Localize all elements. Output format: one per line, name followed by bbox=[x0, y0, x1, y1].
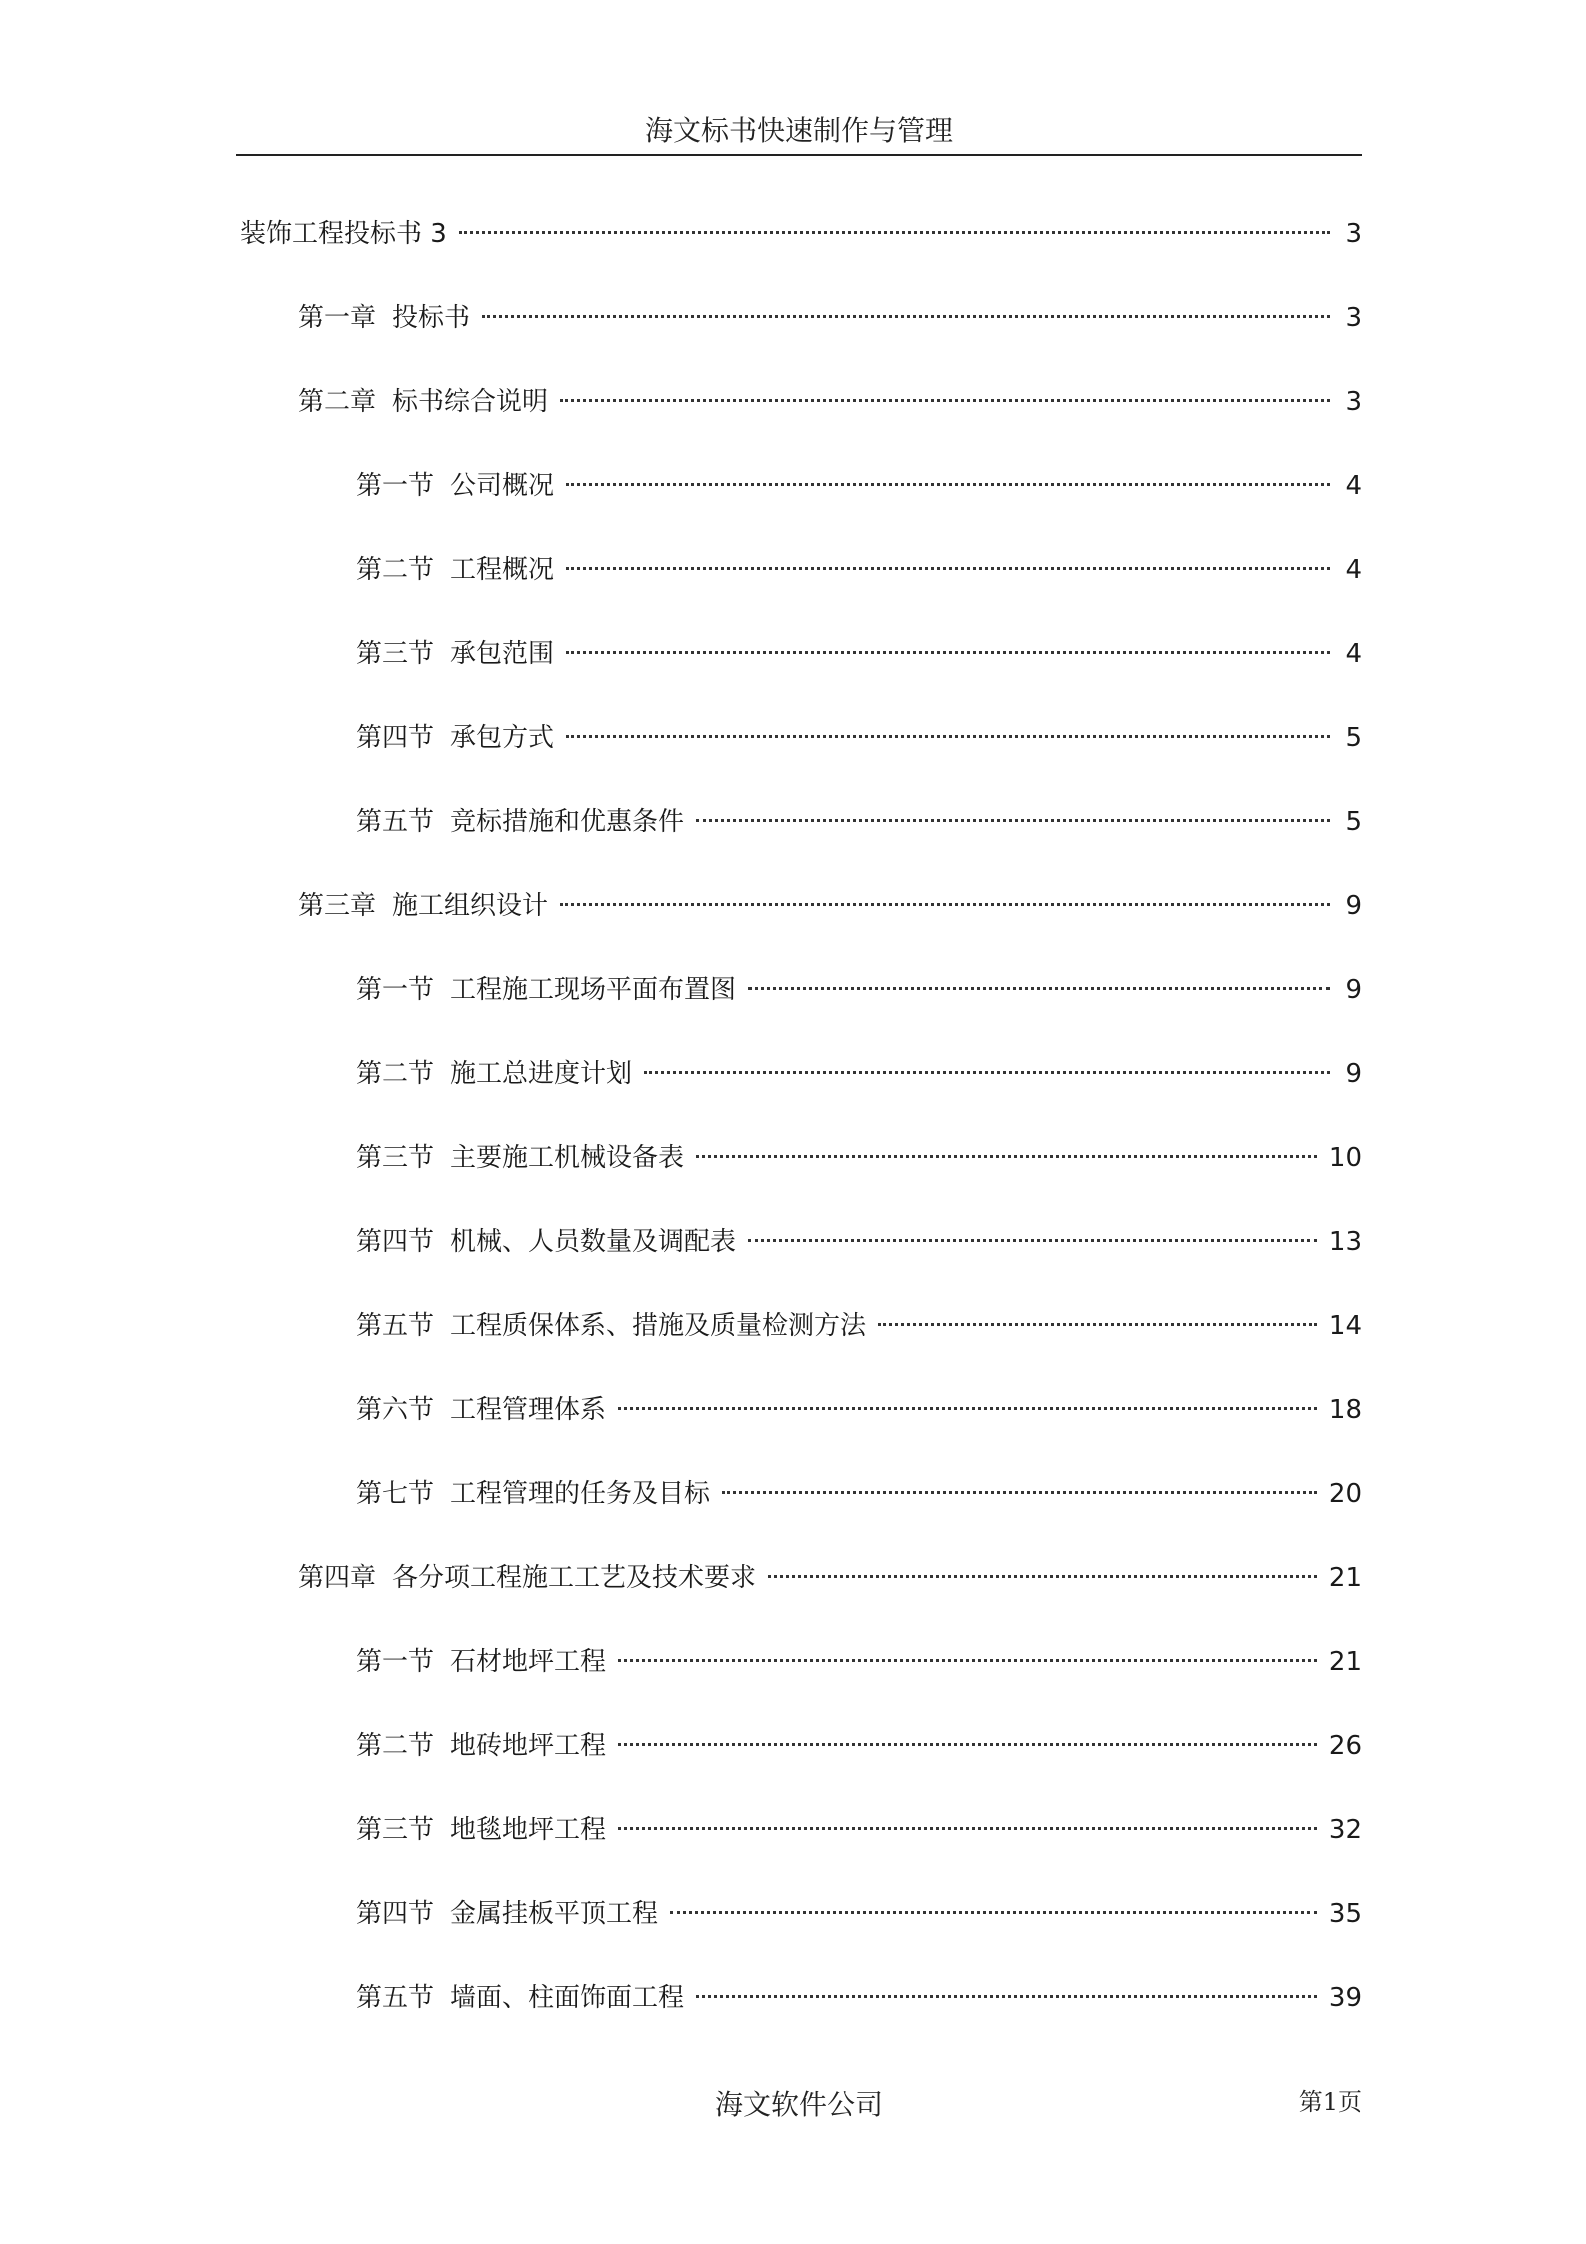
toc-dot-leader bbox=[560, 903, 1330, 906]
header-divider bbox=[236, 154, 1362, 156]
toc-dot-leader bbox=[644, 1071, 1330, 1074]
toc-entry-number: 第三节 bbox=[356, 639, 435, 669]
toc-dot-leader bbox=[748, 1239, 1317, 1242]
page-footer bbox=[236, 2082, 1362, 2128]
toc-entry[interactable] bbox=[240, 1044, 1362, 1128]
toc-entry-label bbox=[298, 876, 548, 936]
toc-entry-page: 20 bbox=[1328, 1479, 1362, 1509]
toc-entry[interactable] bbox=[240, 624, 1362, 708]
toc-entry-title: 主要施工机械设备表 bbox=[450, 1143, 685, 1173]
toc-entry-number: 第二章 bbox=[298, 387, 377, 417]
toc-entry[interactable] bbox=[240, 1128, 1362, 1212]
toc-entry-title: 工程质保体系、措施及质量检测方法 bbox=[450, 1311, 867, 1341]
toc-dot-leader bbox=[618, 1659, 1317, 1662]
toc-entry-page: 9 bbox=[1345, 1059, 1362, 1089]
toc-entry-number: 第一章 bbox=[298, 303, 377, 333]
toc-entry-label bbox=[356, 1380, 606, 1440]
toc-entry-title: 工程施工现场平面布置图 bbox=[450, 975, 737, 1005]
toc-entry[interactable] bbox=[240, 456, 1362, 540]
toc-entry-number: 第四节 bbox=[356, 1227, 435, 1257]
toc-entry-number: 第一节 bbox=[356, 471, 435, 501]
toc-entry[interactable] bbox=[240, 1548, 1362, 1632]
toc-entry-number: 第一节 bbox=[356, 975, 435, 1005]
toc-entry-label bbox=[356, 1044, 632, 1104]
toc-entry-label bbox=[356, 1968, 684, 2028]
toc-entry-title: 标书综合说明 bbox=[392, 387, 549, 417]
toc-entry[interactable] bbox=[240, 1968, 1362, 2052]
toc-entry[interactable] bbox=[240, 540, 1362, 624]
toc-entry[interactable] bbox=[240, 1884, 1362, 1968]
toc-entry[interactable] bbox=[240, 1716, 1362, 1800]
toc-entry-number: 第三节 bbox=[356, 1143, 435, 1173]
toc-dot-leader bbox=[748, 987, 1330, 990]
toc-entry-page: 39 bbox=[1328, 1983, 1362, 2013]
toc-entry-page: 21 bbox=[1328, 1647, 1362, 1677]
toc-entry-title: 工程管理体系 bbox=[450, 1395, 607, 1425]
toc-dot-leader bbox=[696, 819, 1330, 822]
toc-entry[interactable] bbox=[240, 1632, 1362, 1716]
toc-dot-leader bbox=[566, 567, 1330, 570]
toc-entry-title: 工程管理的任务及目标 bbox=[450, 1479, 711, 1509]
toc-entry-page: 32 bbox=[1328, 1815, 1362, 1845]
page-header: 海文标书快速制作与管理 bbox=[644, 114, 953, 147]
toc-entry-title: 机械、人员数量及调配表 bbox=[450, 1227, 737, 1257]
toc-entry-label bbox=[356, 1128, 684, 1188]
toc-dot-leader bbox=[482, 315, 1330, 318]
toc-entry-number: 第二节 bbox=[356, 1731, 435, 1761]
toc-entry-label bbox=[356, 540, 554, 600]
toc-entry-title: 施工总进度计划 bbox=[450, 1059, 633, 1089]
toc-entry-label bbox=[356, 1296, 866, 1356]
toc-dot-leader bbox=[618, 1743, 1317, 1746]
toc-entry-page: 3 bbox=[1345, 219, 1362, 249]
toc-entry-page: 18 bbox=[1328, 1395, 1362, 1425]
toc-dot-leader bbox=[696, 1155, 1317, 1158]
toc-entry-title: 公司概况 bbox=[450, 471, 555, 501]
toc-entry-label bbox=[356, 1800, 606, 1860]
toc-entry-label bbox=[356, 1464, 710, 1524]
toc-entry-label bbox=[298, 288, 470, 348]
toc-dot-leader bbox=[670, 1911, 1317, 1914]
toc-entry-title: 承包方式 bbox=[450, 723, 555, 753]
toc-entry[interactable] bbox=[240, 1296, 1362, 1380]
toc-entry-page: 9 bbox=[1345, 975, 1362, 1005]
toc-entry-label bbox=[240, 204, 447, 264]
toc-entry-page: 5 bbox=[1345, 723, 1362, 753]
toc-entry-label bbox=[356, 1716, 606, 1776]
toc-entry-label bbox=[298, 1548, 756, 1608]
toc-entry[interactable] bbox=[240, 204, 1362, 288]
toc-entry-title: 装饰工程投标书 3 bbox=[240, 219, 447, 249]
toc-entry-page: 5 bbox=[1345, 807, 1362, 837]
toc-entry-label bbox=[356, 1884, 658, 1944]
toc-entry-page: 4 bbox=[1345, 639, 1362, 669]
toc-entry-title: 石材地坪工程 bbox=[450, 1647, 607, 1677]
toc-entry-page: 21 bbox=[1328, 1563, 1362, 1593]
toc-entry-number: 第二节 bbox=[356, 1059, 435, 1089]
toc-dot-leader bbox=[566, 651, 1330, 654]
toc-entry[interactable] bbox=[240, 792, 1362, 876]
toc-entry-number: 第四章 bbox=[298, 1563, 377, 1593]
toc-entry-number: 第四节 bbox=[356, 723, 435, 753]
toc-dot-leader bbox=[768, 1575, 1317, 1578]
toc-entry-title: 工程概况 bbox=[450, 555, 555, 585]
toc-dot-leader bbox=[459, 231, 1330, 234]
table-of-contents bbox=[240, 204, 1362, 2052]
toc-entry-number: 第五节 bbox=[356, 1983, 435, 2013]
toc-entry-page: 9 bbox=[1345, 891, 1362, 921]
toc-entry-number: 第四节 bbox=[356, 1899, 435, 1929]
toc-entry-label bbox=[356, 960, 736, 1020]
toc-entry-title: 各分项工程施工工艺及技术要求 bbox=[392, 1563, 757, 1593]
toc-dot-leader bbox=[878, 1323, 1317, 1326]
toc-entry-label bbox=[298, 372, 548, 432]
toc-entry-number: 第二节 bbox=[356, 555, 435, 585]
toc-entry[interactable] bbox=[240, 288, 1362, 372]
toc-dot-leader bbox=[696, 1995, 1317, 1998]
toc-entry-page: 4 bbox=[1345, 555, 1362, 585]
toc-entry-title: 承包范围 bbox=[450, 639, 555, 669]
toc-entry-number: 第三章 bbox=[298, 891, 377, 921]
toc-entry-page: 13 bbox=[1328, 1227, 1362, 1257]
toc-dot-leader bbox=[560, 399, 1330, 402]
toc-entry-page: 4 bbox=[1345, 471, 1362, 501]
footer-company-name: 海文软件公司 bbox=[714, 2088, 883, 2121]
toc-entry-number: 第五节 bbox=[356, 1311, 435, 1341]
toc-entry-title: 施工组织设计 bbox=[392, 891, 549, 921]
toc-entry-title: 投标书 bbox=[392, 303, 471, 333]
toc-entry-label bbox=[356, 624, 554, 684]
toc-entry[interactable] bbox=[240, 708, 1362, 792]
toc-entry-number: 第一节 bbox=[356, 1647, 435, 1677]
toc-entry-label bbox=[356, 708, 554, 768]
toc-entry[interactable] bbox=[240, 1380, 1362, 1464]
toc-entry-number: 第三节 bbox=[356, 1815, 435, 1845]
toc-entry-number: 第六节 bbox=[356, 1395, 435, 1425]
toc-entry-page: 10 bbox=[1328, 1143, 1362, 1173]
toc-entry-label bbox=[356, 792, 684, 852]
toc-entry-title: 地毯地坪工程 bbox=[450, 1815, 607, 1845]
toc-entry-label bbox=[356, 1632, 606, 1692]
toc-entry-title: 地砖地坪工程 bbox=[450, 1731, 607, 1761]
footer-page-number: 第1页 bbox=[1298, 2088, 1362, 2116]
toc-entry[interactable] bbox=[240, 1464, 1362, 1548]
toc-entry[interactable] bbox=[240, 1800, 1362, 1884]
toc-entry-page: 3 bbox=[1345, 303, 1362, 333]
toc-entry-number: 第五节 bbox=[356, 807, 435, 837]
toc-entry[interactable] bbox=[240, 876, 1362, 960]
toc-entry-page: 26 bbox=[1328, 1731, 1362, 1761]
toc-entry-page: 3 bbox=[1345, 387, 1362, 417]
toc-entry-page: 35 bbox=[1328, 1899, 1362, 1929]
toc-entry[interactable] bbox=[240, 960, 1362, 1044]
toc-entry-label bbox=[356, 1212, 736, 1272]
toc-dot-leader bbox=[566, 735, 1330, 738]
toc-entry-page: 14 bbox=[1328, 1311, 1362, 1341]
toc-dot-leader bbox=[618, 1827, 1317, 1830]
toc-dot-leader bbox=[566, 483, 1330, 486]
toc-entry-label bbox=[356, 456, 554, 516]
toc-entry-title: 墙面、柱面饰面工程 bbox=[450, 1983, 685, 2013]
toc-entry[interactable] bbox=[240, 372, 1362, 456]
toc-entry-title: 金属挂板平顶工程 bbox=[450, 1899, 659, 1929]
toc-dot-leader bbox=[722, 1491, 1317, 1494]
toc-dot-leader bbox=[618, 1407, 1317, 1410]
toc-entry-title: 竞标措施和优惠条件 bbox=[450, 807, 685, 837]
toc-entry-number: 第七节 bbox=[356, 1479, 435, 1509]
toc-entry[interactable] bbox=[240, 1212, 1362, 1296]
